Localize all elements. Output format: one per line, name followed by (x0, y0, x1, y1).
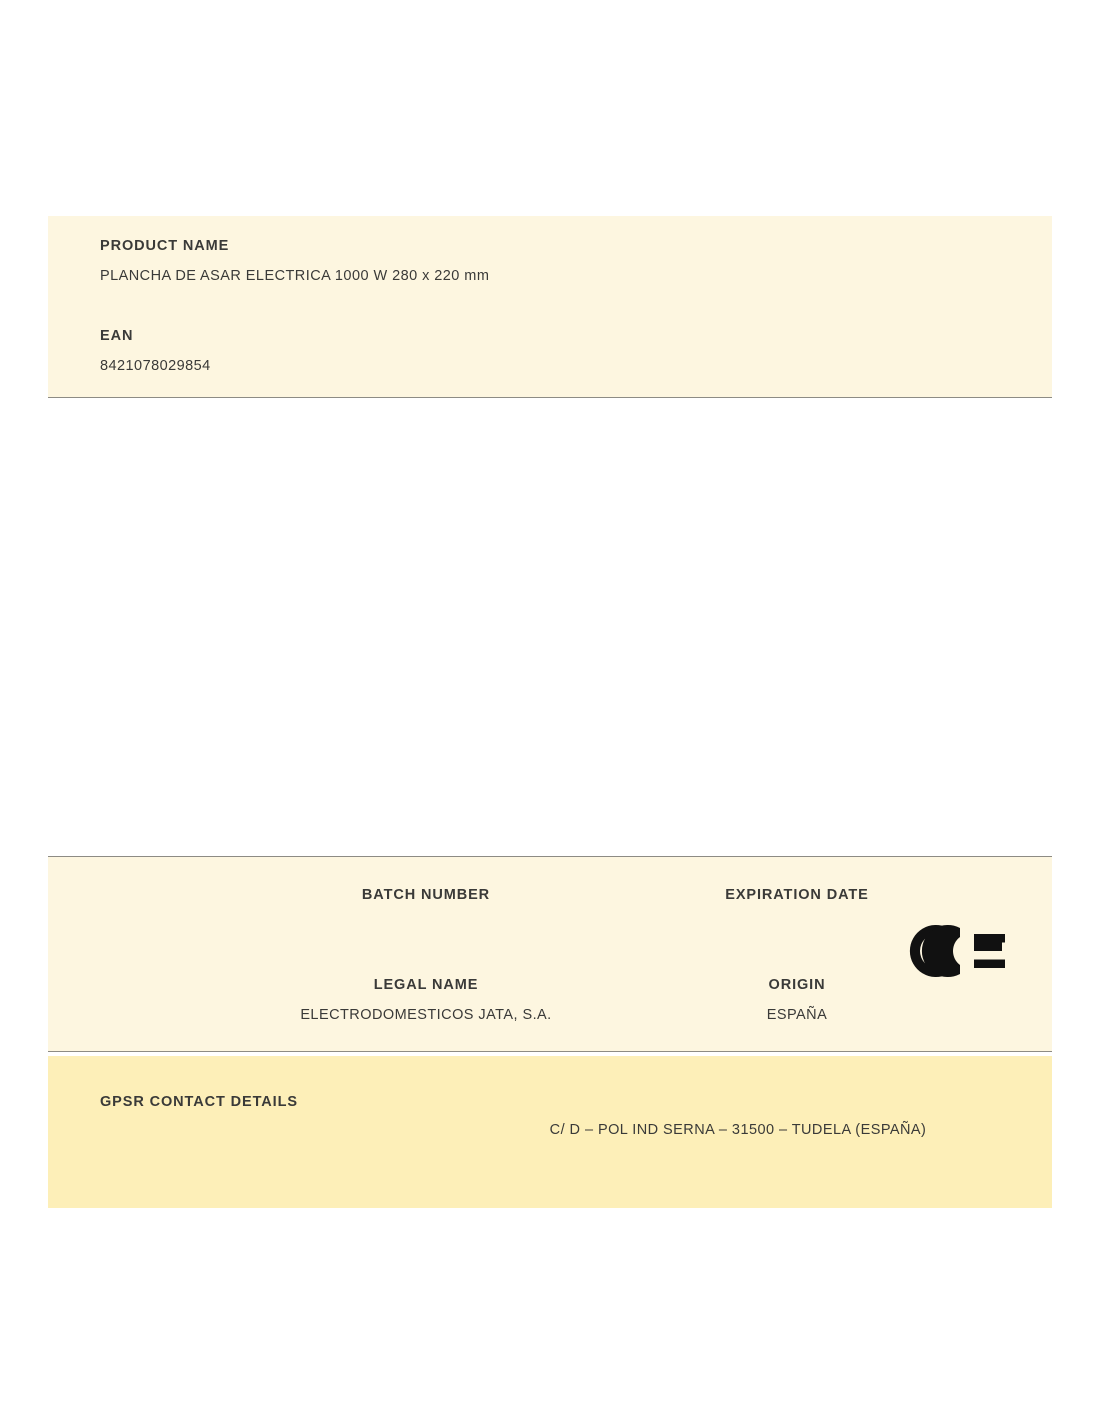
product-name-value: PLANCHA DE ASAR ELECTRICA 1000 W 280 x 220 mm (100, 268, 490, 284)
origin-value: ESPAÑA (766, 1007, 828, 1023)
batch-number-label: BATCH NUMBER (361, 887, 491, 903)
legal-name-value: ELECTRODOMESTICOS JATA, S.A. (300, 1007, 552, 1023)
ean-label: EAN (100, 328, 134, 344)
origin-label: ORIGIN (768, 977, 826, 993)
product-info-block (48, 216, 1052, 398)
gpsr-contact-label: GPSR CONTACT DETAILS (100, 1094, 298, 1110)
ce-mark-icon (904, 921, 1008, 981)
gpsr-contact-value: C/ D – POL IND SERNA – 31500 – TUDELA (ESPAÑA) (549, 1122, 927, 1138)
ean-value: 8421078029854 (100, 358, 211, 374)
expiration-date-label: EXPIRATION DATE (725, 887, 869, 903)
product-name-label: PRODUCT NAME (100, 238, 230, 254)
product-details-block (48, 856, 1052, 1052)
gpsr-contact-block (48, 1056, 1052, 1208)
legal-name-label: LEGAL NAME (373, 977, 479, 993)
